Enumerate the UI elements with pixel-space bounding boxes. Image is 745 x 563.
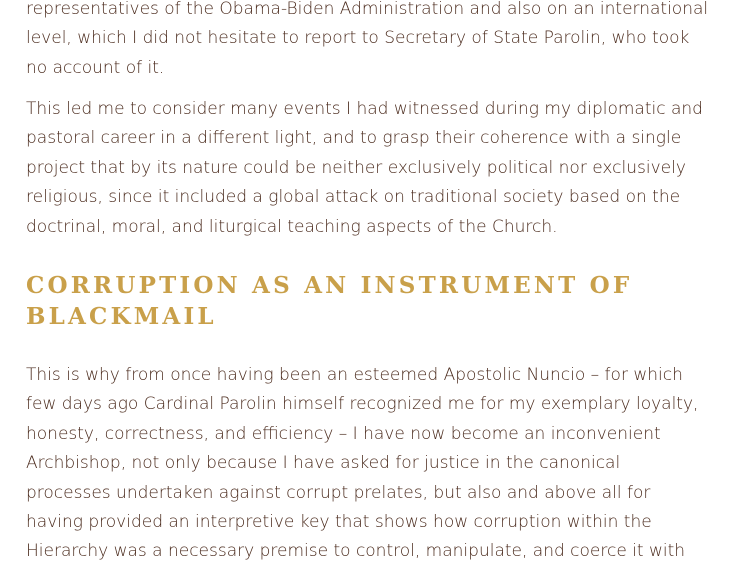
section-heading xyxy=(26,270,632,332)
article-paragraph xyxy=(26,0,708,83)
paragraph-line: few days ago Cardinal Parolin himself recognized me for my exemplary loyalty, xyxy=(26,394,699,415)
paragraph-line: pastoral career in a different light, and to grasp their coherence with a single xyxy=(26,128,682,149)
paragraph-line: representatives of the Obama-Biden Administration and also on an international xyxy=(26,0,709,19)
paragraph-line: project that by its nature could be neither exclusively political nor exclusively xyxy=(26,157,686,178)
paragraph-line: This led me to consider many events I had witnessed during my diplomatic and xyxy=(26,99,703,119)
paragraph-line: level, which I did not hesitate to report to Secretary of State Parolin, who took xyxy=(26,28,690,49)
paragraph-line: religious, since it included a global attack on traditional society based on the xyxy=(26,187,681,208)
paragraph-line: honesty, correctness, and efficiency – I have now become an inconvenient xyxy=(26,423,661,444)
article-paragraph xyxy=(26,95,703,242)
heading-line: CORRUPTION AS AN INSTRUMENT OF xyxy=(26,272,633,299)
paragraph-line: no account of it. xyxy=(26,57,165,78)
paragraph-line: Hierarchy was a necessary premise to control, manipulate, and coerce it with xyxy=(26,541,686,562)
paragraph-line: This is why from once having been an esteemed Apostolic Nuncio – for which xyxy=(26,365,683,385)
paragraph-line: processes undertaken against corrupt prelates, but also and above all for xyxy=(26,482,651,503)
paragraph-line: doctrinal, moral, and liturgical teaching aspects of the Church. xyxy=(26,216,558,237)
paragraph-line: having provided an interpretive key that shows how corruption within the xyxy=(26,511,652,532)
paragraph-line: Archbishop, not only because I have asked for justice in the canonical xyxy=(26,453,621,474)
heading-line: BLACKMAIL xyxy=(26,303,217,330)
article-paragraph xyxy=(26,361,698,563)
